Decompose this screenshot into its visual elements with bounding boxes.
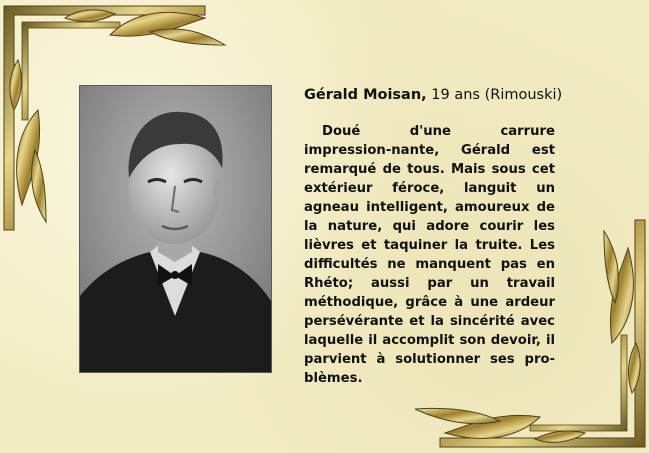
profile-text-block — [304, 86, 563, 388]
profile-headline — [304, 86, 563, 104]
student-name: Gérald Moisan, — [304, 87, 427, 103]
student-age-hometown: 19 ans (Rimouski) — [431, 87, 563, 103]
portrait-photo — [80, 86, 271, 372]
profile-description: Doué d'une carrure impression-nante, Gérald est remarqué de tous. Mais sous cet extérieur féroce, languit un agneau intelligent, amoureux de la nature, qui adore courir les lièvres et taquiner la truite. Les difficultés ne manquent pas en Rhéto; aussi par un travail méthodique, grâce à une ardeur persévérante et la sincérité avec laquelle il accomplit son devoir, il parvient à solutionner ses pro-blèmes. — [304, 124, 555, 386]
